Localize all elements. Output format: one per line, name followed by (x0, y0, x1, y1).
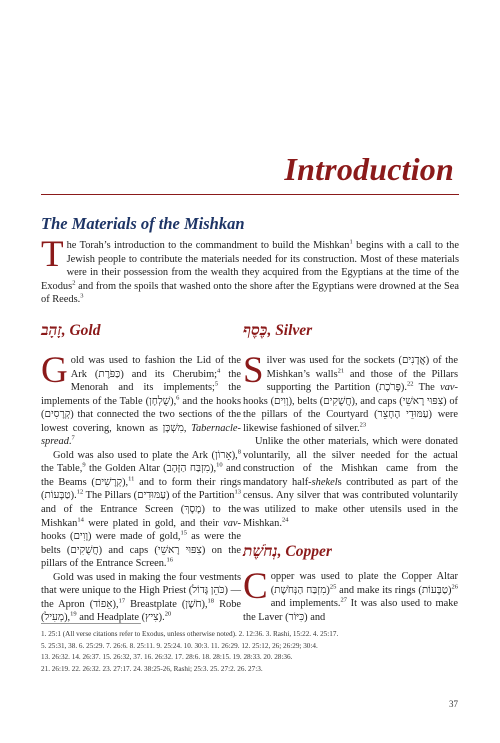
text: Robe (מְעִיל), (41, 598, 241, 624)
footnote-ref: 24 (281, 516, 289, 524)
footnote-line: 5. 25:31, 38. 6. 25:29. 7. 26:6. 8. 25:11. 9. 25:24. 10. 30:3. 11. 26:29. 12. 25:12, 26; 26:29; 30:4. (41, 641, 318, 650)
text: ilver was used for the sockets (אֲדָנִים) of the Mishkan’s walls (266, 355, 458, 380)
text: Gold was also used to plate the Ark (אָרוֹן), (53, 449, 238, 461)
silver-copper-column (243, 322, 458, 624)
title-rule (41, 194, 459, 195)
gold-paragraph-3 (41, 571, 241, 625)
text: vav (223, 517, 238, 529)
text: מִשְׁכָּן (162, 422, 184, 434)
silver-text (243, 350, 458, 530)
footnote-line: 13. 26:32. 14. 26:37. 15. 26:32, 37. 16. 26:32. 17. 28:6. 18. 28:15. 19. 28:33. 20. 28:36. (41, 653, 293, 661)
footnotes (41, 629, 459, 675)
gold-heading-label: , Gold (61, 322, 101, 339)
footnote-line: 1. 25:1 (All verse citations refer to Exodus, unless otherwise noted). 2. 12:36. 3. Rashi, 15:22. 4. 25:17. (41, 630, 339, 638)
text: The (413, 382, 441, 394)
text: Gold was used in making the four vestments that were unique to the High Priest (כֹּהֵן גָּדוֹל) — the Apron (אֵפוֹד), (41, 571, 242, 610)
section-heading: The Materials of the Mishkan (41, 214, 245, 233)
intro-paragraph (41, 234, 459, 307)
footnote-ref: 17 (118, 597, 126, 605)
text: shekel (311, 476, 338, 488)
footnote-ref: 9 (82, 461, 86, 469)
text: the Table, (41, 463, 83, 475)
gold-paragraph-2 (41, 449, 241, 571)
text: were plated in gold, and their (83, 517, 224, 529)
footnote-ref: 5 (214, 380, 219, 388)
footnote-ref: 3 (80, 292, 84, 300)
gold-heading (41, 322, 241, 344)
intro-text: he Torah’s introduction to the commandment to build the Mishkan (66, 240, 350, 251)
copper-heading-hebrew: נְחֹשֶׁת (243, 543, 278, 561)
footnote-ref: 13 (234, 489, 241, 496)
page-title: Introduction (284, 151, 454, 187)
text: vav (440, 382, 455, 394)
footnote-ref: 26 (451, 583, 458, 591)
text: -hooks (וָוִים), belts (חֲשֻׁקִים), and caps (צִפּוּי רָאשֵׁי) of the pillars of the Courtyard (עַמּוּדֵי הֶחָצֵר) were likewise fashioned of silver. (243, 382, 458, 434)
footnote-ref: 4 (217, 367, 221, 375)
text: and implements. (270, 598, 341, 610)
text: and of the Entrance Screen (מָסָךְ) to the Mishkan (41, 504, 241, 529)
footnote-ref: 11 (128, 475, 135, 483)
footnote-ref: 25 (329, 583, 337, 591)
footnote-ref: 21 (337, 367, 345, 375)
gold-text (41, 350, 242, 625)
footnote-ref: 18 (207, 597, 215, 605)
intro-text: and from the spoils that washed onto the shore after the Egyptians were drowned at the Sea of Reeds. (41, 280, 459, 306)
text: The Pillars (עַמּוּדִים) of the Partition (83, 490, 235, 502)
text: the Menorah and its implements; (70, 368, 241, 394)
text: Unlike the other materials, which were donated voluntarily, all the silver needed for the actual construction of the Mishkan came from the mandatory half- (243, 436, 458, 488)
footnote-ref: 23 (359, 421, 367, 429)
footnote-ref: 1 (349, 238, 353, 246)
text: Breastplate (חֹשֶׁן), (125, 598, 208, 610)
text: opper was used to plate the Copper Altar (מִזְבַּח הַנְּחֹשֶׁת) (270, 571, 458, 596)
silver-heading (243, 322, 458, 344)
silver-paragraph-2 (243, 435, 458, 530)
intro-text: begins with a call to the Jewish people to contribute the materials needed for its construction. Most of these materials were in their possession from the wealth they acquired from the Egyptians at the time of the Exodus (41, 240, 459, 292)
text: the Golden Altar (מִזְבַּח הַזָּהָב), (85, 463, 217, 475)
text: the implements of the Table (שֻׁלְחָן), (41, 382, 241, 407)
intro-dropcap: T (41, 234, 64, 275)
text: old was used to fashion the Lid of the Ark (כַּפֹּרֶת) and its Cherubim; (70, 355, 241, 380)
text: It was also used to make the Laver (כִּיּוֹר) and (243, 598, 458, 623)
silver-heading-label: , Silver (267, 322, 313, 339)
footnote-ref: 8 (237, 448, 241, 456)
copper-dropcap: C (243, 566, 268, 608)
text: . (68, 436, 72, 448)
text: and to form their rings (טַבָּעוֹת). (41, 476, 242, 502)
gold-dropcap: G (41, 350, 68, 391)
text: s contributed as part of the census. Any silver that was contributed voluntarily was utilized to make other utensils used in the Mishkan. (243, 476, 458, 529)
text: and make its rings (טַבָּעוֹת) (336, 584, 452, 596)
text: -hooks (וָוִים) were made of gold, (41, 517, 241, 543)
gold-heading-hebrew: זָהָב (41, 322, 62, 339)
text: and the hooks (קְרָסִים) that connected the two sections of the lowest covering, known as (41, 395, 241, 434)
footnote-rule (41, 623, 141, 624)
gold-column (41, 322, 241, 625)
footnote-ref: 14 (77, 516, 84, 524)
copper-text (243, 566, 458, 624)
footnote-ref: 7 (71, 434, 75, 442)
text: and the Beams (קְרָשִׁים), (41, 463, 241, 488)
footnote-ref: 6 (176, 394, 180, 402)
footnote-ref: 12 (76, 489, 84, 496)
footnote-ref: 2 (72, 279, 76, 287)
copper-heading (243, 543, 458, 561)
silver-heading-hebrew: כֶּסֶף (243, 322, 268, 339)
footnote-ref: 22 (406, 380, 414, 388)
footnote-ref: 27 (340, 596, 347, 604)
footnote-ref: 16 (166, 556, 173, 564)
footnote-ref: 19 (70, 610, 77, 618)
footnote-ref: 10 (216, 461, 223, 469)
silver-dropcap: S (243, 350, 264, 391)
footnote-line: 21. 26:19. 22. 26:32. 23. 27:17. 24. 38:25-26, Rashi; 25:3. 25. 27:2. 26. 27:3. (41, 664, 263, 673)
footnote-ref: 20 (164, 610, 172, 618)
footnote-ref: 15 (180, 529, 187, 537)
text: and those of the Pillars supporting the Partition (פָּרֹכֶת). (266, 368, 458, 394)
copper-paragraph-1 (243, 566, 458, 624)
silver-paragraph-1 (243, 350, 458, 435)
text: as were the belts (חֲשֻׁקִים) and caps (צִפּוּי רָאשֵׁי) on the pillars of the Entrance Screen. (41, 531, 241, 570)
text: , (183, 422, 192, 434)
text: Tabernacle-spread (41, 422, 241, 448)
page-number: 37 (449, 699, 458, 709)
copper-heading-label: , Copper (277, 543, 332, 561)
gold-paragraph-1 (41, 350, 241, 449)
text: and Headplate (צִיץ). (76, 612, 165, 624)
